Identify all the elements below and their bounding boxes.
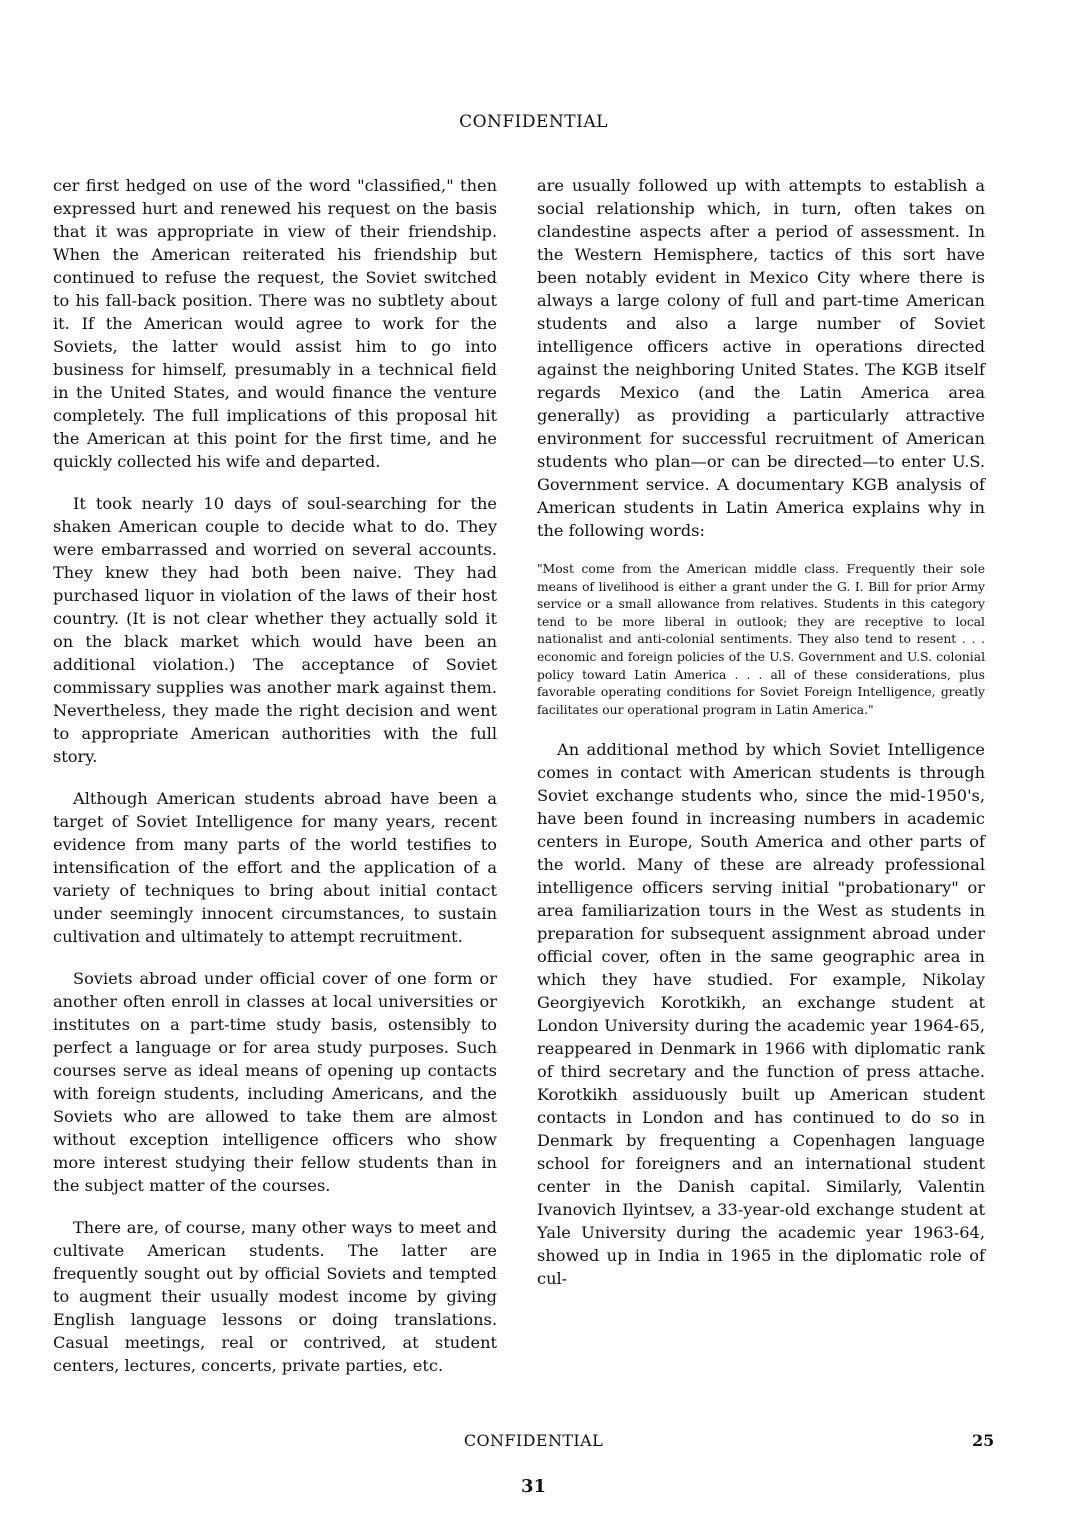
left-paragraph-5: There are, of course, many other ways to meet and cultivate American students. The latter are frequently sought out by official Soviets and tempted to augment their usually modest income by giving English language lessons or doing translations. Casual meetings, real or contrived, at student centers, lectures, concerts, private parties, etc. (53, 1218, 497, 1375)
kgb-quote-block: "Most come from the American middle class. Frequently their sole means of livelihood is either a grant under the G. I. Bill for prior Army service or a small allowance from relatives. Students in this category tend to be more liberal in outlook; they are receptive to local nationalist and anti-colonial sentiments. They also tend to resent . . . economic and foreign policies of the U.S. Government and U.S. colonial policy toward Latin America . . . all of these considerations, plus favorable operating conditions for Soviet Foreign Intelligence, greatly facilitates our operational program in Latin America." (537, 562, 985, 717)
header-classification: CONFIDENTIAL (459, 112, 608, 132)
left-paragraph-4: Soviets abroad under official cover of one form or another often enroll in classes at local universities or institutes on a part-time study basis, ostensibly to perfect a language or for area study purposes. Such courses serve as ideal means of opening up contacts with foreign students, including Americans, and the Soviets who are allowed to take them are almost without exception intelligence officers who show more interest studying their fellow students than in the subject matter of the courses. (53, 969, 497, 1195)
page-number: 25 (972, 1431, 995, 1450)
right-column (537, 174, 985, 1309)
left-paragraph-1: cer first hedged on use of the word "classified," then expressed hurt and renewed his request on the basis that it was appropriate in view of their friendship. When the American reiterated his friendship but continued to refuse the request, the Soviet switched to his fall-back position. There was no subtlety about it. If the American would agree to work for the Soviets, the latter would assist him to go into business for himself, presumably in a technical field in the United States, and would finance the venture completely. The full implications of this proposal hit the American at this point for the first time, and he quickly collected his wife and departed. (53, 176, 497, 471)
right-paragraph-2: An additional method by which Soviet Intelligence comes in contact with American students is through Soviet exchange students who, since the mid-1950's, have been found in increasing numbers in academic centers in Europe, South America and other parts of the world. Many of these are already professional intelligence officers serving initial "probationary" or area familiarization tours in the West as students in preparation for subsequent assignment abroad under official cover, often in the same geographic area in which they have studied. For example, Nikolay Georgiyevich Korotkikh, an exchange student at London University during the academic year 1964-65, reappeared in Denmark in 1966 with diplomatic rank of third secretary and the function of press attache. Korotkikh assiduously built up American student contacts in London and has continued to do so in Denmark by frequenting a Copenhagen language school for foreigners and an international student center in the Danish capital. Similarly, Valentin Ivanovich Ilyintsev, a 33-year-old exchange student at Yale University during the academic year 1963-64, showed up in India in 1965 in the diplomatic role of cul- (537, 740, 985, 1289)
left-paragraph-2: It took nearly 10 days of soul-searching for the shaken American couple to decide what to do. They were embarrassed and worried on several accounts. They knew they had both been naive. They had purchased liquor in violation of the laws of their host country. (It is not clear whether they actually sold it on the black market which would have been an additional violation.) The acceptance of Soviet commissary supplies was another mark against them. Nevertheless, they made the right decision and went to appropriate American authorities with the full story. (53, 494, 497, 766)
left-paragraph-3: Although American students abroad have been a target of Soviet Intelligence for many years, recent evidence from many parts of the world testifies to intensification of the effort and the application of a variety of techniques to bring about initial contact under seemingly innocent circumstances, to sustain cultivation and ultimately to attempt recruitment. (53, 789, 497, 946)
footer-classification: CONFIDENTIAL (463, 1431, 604, 1450)
left-column (53, 174, 497, 1396)
bottom-page-number: 31 (520, 1476, 547, 1497)
right-paragraph-1: are usually followed up with attempts to establish a social relationship which, in turn, often takes on clandestine aspects after a period of assessment. In the Western Hemisphere, tactics of this sort have been notably evident in Mexico City where there is always a large colony of full and part-time American students and also a large number of Soviet intelligence officers active in operations directed against the neighboring United States. The KGB itself regards Mexico (and the Latin America area generally) as providing a particularly attractive environment for successful recruitment of American students who plan—or can be directed—to enter U.S. Government service. A documentary KGB analysis of American students in Latin America explains why in the following words: (537, 176, 985, 540)
